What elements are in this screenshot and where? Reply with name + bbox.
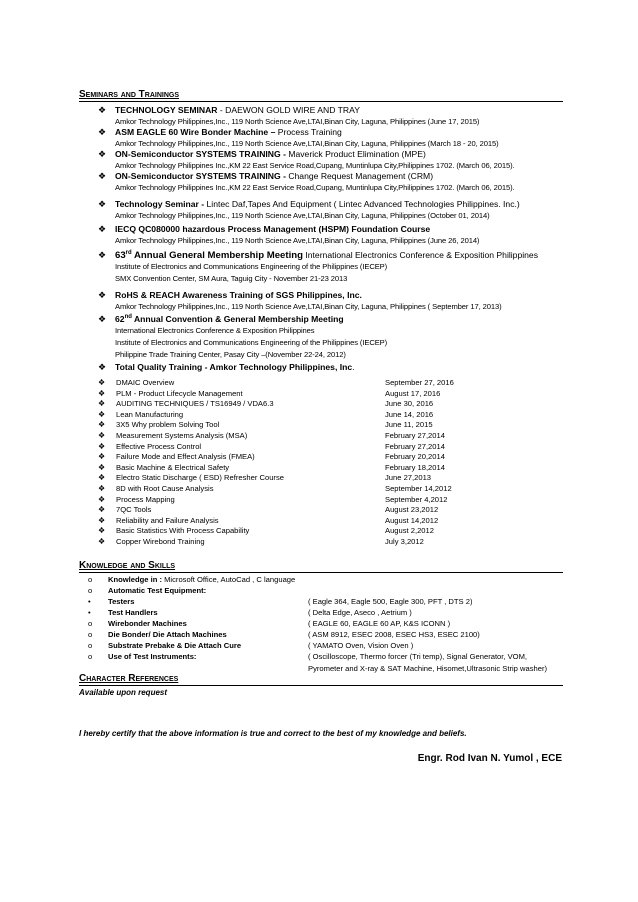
diamond-bullet-icon: ❖ (98, 127, 107, 137)
training-row (98, 442, 568, 452)
seminar-title (115, 127, 342, 137)
training-date: September 4,2012 (385, 494, 448, 504)
training-date: June 11, 2015 (385, 420, 433, 430)
seminar-detail-line: Institute of Electronics and Communications Engineering of the Philippines (IECEP) (115, 338, 388, 347)
training-row (98, 473, 568, 483)
seminar-item (98, 314, 568, 362)
diamond-bullet-icon: ❖ (98, 224, 107, 234)
seminar-detail-line: Amkor Technology Philippines Inc.,KM 22 East Service Road,Cupang, Muntinlupa City,Philippines 1702. (March 06, 2015). (115, 161, 515, 170)
diamond-bullet-icon: ❖ (98, 199, 107, 209)
dot-bullet-icon: • (88, 608, 91, 617)
seminar-detail-line: Amkor Technology Philippines,Inc., 119 North Science Ave,LTAI,Binan City, Laguna, Philippines (October 01, 2014) (115, 211, 490, 220)
diamond-bullet-icon: ❖ (98, 378, 106, 387)
diamond-bullet-icon: ❖ (98, 171, 107, 181)
diamond-bullet-icon: ❖ (98, 314, 107, 324)
skill-value: ( EAGLE 60, EAGLE 60 AP, K&S ICONN ) (308, 619, 451, 628)
training-name: 8D with Root Cause Analysis (116, 484, 214, 493)
training-date: August 17, 2016 (385, 388, 441, 398)
training-date: August 23,2012 (385, 505, 439, 515)
circle-bullet-icon: o (88, 652, 93, 661)
training-row (98, 410, 568, 420)
training-row (98, 505, 568, 515)
skill-row (88, 608, 568, 619)
diamond-bullet-icon: ❖ (98, 290, 107, 300)
diamond-bullet-icon: ❖ (98, 399, 106, 409)
seminar-item (98, 199, 568, 223)
seminar-title-detail: Change Request Management (CRM) (285, 171, 434, 181)
section-divider (79, 572, 563, 573)
training-date: September 27, 2016 (385, 378, 454, 387)
training-date: February 27,2014 (385, 431, 445, 440)
seminar-title-detail: Lintec Daf,Tapes And Equipment ( Lintec Advanced Technologies Philippines. Inc.) (204, 199, 520, 209)
diamond-bullet-icon: ❖ (98, 505, 106, 515)
training-name: AUDITING TECHNIQUES / TS16949 / VDA6.3 (116, 399, 274, 409)
diamond-bullet-icon: ❖ (98, 484, 106, 493)
skill-row (88, 641, 568, 652)
seminar-title (115, 290, 362, 300)
training-name: Failure Mode and Effect Analysis (FMEA) (116, 452, 255, 462)
seminar-title-bold: Technology Seminar - (115, 199, 205, 209)
training-name: Copper Wirebond Training (116, 537, 205, 546)
section-divider (79, 685, 563, 686)
seminar-title-bold: 63rd Annual General Membership Meeting (115, 250, 303, 262)
skill-label: Knowledge in : Microsoft Office, AutoCad , C language (108, 575, 296, 584)
seminar-title-bold: ON-Semiconductor SYSTEMS TRAINING - (115, 149, 286, 159)
skill-value: ( Delta Edge, Aseco , Aetrium ) (308, 608, 412, 617)
skill-row (88, 575, 568, 586)
seminar-title-bold: 62nd Annual Convention & General Membership Meeting (115, 314, 344, 324)
skill-label: Wirebonder Machines (108, 619, 187, 628)
diamond-bullet-icon: ❖ (98, 420, 106, 430)
seminar-detail-line: Amkor Technology Philippines,Inc., 119 North Science Ave,LTAI,Binan City, Laguna, Philippines (June 17, 2015) (115, 117, 480, 126)
section-title-knowledge: Knowledge and Skills (79, 560, 176, 571)
diamond-bullet-icon: ❖ (98, 149, 107, 159)
seminar-title-detail: Process Training (275, 127, 342, 137)
seminar-title-bold: ASM EAGLE 60 Wire Bonder Machine – (115, 127, 276, 137)
skill-value: ( Eagle 364, Eagle 500, Eagle 300, PFT , DTS 2) (308, 597, 473, 606)
training-row (98, 378, 568, 388)
skill-label: Substrate Prebake & Die Attach Cure (108, 641, 242, 650)
training-date: July 3,2012 (385, 537, 424, 546)
seminar-detail-line: Amkor Technology Philippines Inc.,KM 22 East Service Road,Cupang, Muntinlupa City,Philippines 1702. (March 06, 2015). (115, 183, 515, 192)
seminar-title-detail: Maverick Product Elimination (MPE) (285, 149, 426, 159)
skill-row (88, 652, 568, 673)
seminar-title-bold: IECQ QC080000 hazardous Process Management (HSPM) Foundation Course (115, 224, 431, 234)
seminar-title-bold: TECHNOLOGY SEMINAR (115, 105, 218, 115)
skill-label: Testers (108, 597, 135, 606)
skill-value: ( Oscilloscope, Thermo forcer (Tri temp), Signal Generator, VOM, (308, 652, 528, 661)
skill-row (88, 597, 568, 608)
section-title-references: Character References (79, 673, 179, 684)
seminar-title-bold: ON-Semiconductor SYSTEMS TRAINING - (115, 171, 286, 181)
training-row (98, 526, 568, 536)
diamond-bullet-icon: ❖ (98, 494, 106, 504)
seminar-item (98, 250, 568, 286)
seminar-title (115, 199, 520, 209)
circle-bullet-icon: o (88, 575, 93, 584)
circle-bullet-icon: o (88, 586, 93, 595)
seminar-title (115, 250, 538, 261)
seminar-title-detail: . (352, 362, 355, 372)
skill-value: ( ASM 8912, ESEC 2008, ESEC HS3, ESEC 2100) (308, 630, 480, 639)
skill-row (88, 619, 568, 630)
diamond-bullet-icon: ❖ (98, 105, 107, 115)
seminar-title-detail: - DAEWON GOLD WIRE AND TRAY (217, 105, 360, 115)
training-row (98, 431, 568, 441)
seminar-title (115, 314, 344, 324)
skill-label: Test Handlers (108, 608, 158, 617)
seminar-item (98, 105, 568, 129)
training-date: September 14,2012 (385, 484, 452, 493)
diamond-bullet-icon: ❖ (98, 462, 106, 472)
seminar-item (98, 290, 568, 314)
seminar-title-bold: Total Quality Training - Amkor Technology Philippines, Inc (115, 362, 353, 372)
training-date: August 14,2012 (385, 515, 439, 525)
training-row (98, 389, 568, 399)
diamond-bullet-icon: ❖ (98, 526, 106, 536)
training-name: Process Mapping (116, 494, 175, 504)
training-name: Electro Static Discharge ( ESD) Refresher Course (116, 473, 284, 483)
training-name: PLM - Product Lifecycle Management (116, 388, 243, 398)
seminar-title (115, 224, 430, 234)
dot-bullet-icon: • (88, 597, 91, 606)
training-name: Measurement Systems Analysis (MSA) (116, 431, 248, 440)
seminar-item (98, 149, 568, 173)
training-row (98, 452, 568, 462)
training-date: February 18,2014 (385, 462, 445, 472)
training-name: Lean Manufacturing (116, 409, 184, 419)
seminar-title (115, 362, 355, 372)
training-row (98, 463, 568, 473)
diamond-bullet-icon: ❖ (98, 362, 107, 372)
training-name: 3X5 Why problem Solving Tool (116, 420, 220, 430)
diamond-bullet-icon: ❖ (98, 431, 106, 440)
diamond-bullet-icon: ❖ (98, 388, 106, 398)
seminar-title (115, 171, 433, 181)
seminar-detail-line: Institute of Electronics and Communications Engineering of the Philippines (IECEP) (115, 262, 388, 271)
training-row (98, 516, 568, 526)
seminar-item (98, 224, 568, 248)
circle-bullet-icon: o (88, 641, 93, 650)
training-name: 7QC Tools (116, 505, 152, 515)
signature-name: Engr. Rod Ivan N. Yumol , ECE (417, 753, 562, 764)
seminar-detail-line: Philippine Trade Training Center, Pasay City –(November 22-24, 2012) (115, 350, 346, 359)
certification-statement: I hereby certify that the above information is true and correct to the best of my knowledge and beliefs. (79, 729, 467, 738)
diamond-bullet-icon: ❖ (98, 515, 106, 525)
training-row (98, 537, 568, 547)
seminar-item (98, 171, 568, 195)
skill-row (88, 586, 568, 597)
training-name: Basic Statistics With Process Capability (116, 526, 250, 536)
section-divider (79, 101, 563, 102)
skill-label: Die Bonder/ Die Attach Machines (108, 630, 227, 639)
seminar-detail-line: Amkor Technology Philippines,Inc., 119 North Science Ave,LTAI,Binan City, Laguna, Philippines (June 26, 2014) (115, 236, 480, 245)
seminar-item (98, 362, 568, 374)
section-title-seminars: Seminars and Trainings (79, 89, 180, 100)
training-row (98, 420, 568, 430)
training-row (98, 495, 568, 505)
circle-bullet-icon: o (88, 619, 93, 628)
training-date: June 14, 2016 (385, 409, 434, 419)
skill-value-continued: Pyrometer and X-ray & SAT Machine, Hisomet,Ultrasonic Strip washer) (308, 664, 548, 673)
training-name: Reliability and Failure Analysis (116, 515, 219, 525)
training-row (98, 484, 568, 494)
training-date: February 27,2014 (385, 441, 445, 451)
training-row (98, 399, 568, 409)
diamond-bullet-icon: ❖ (98, 452, 106, 462)
seminar-title-detail: International Electronics Conference & Exposition Philippines (302, 250, 538, 261)
seminar-title (115, 105, 360, 115)
seminar-title (115, 149, 426, 159)
seminar-detail-line: SMX Convention Center, SM Aura, Taguig City - November 21-23 2013 (115, 274, 348, 283)
circle-bullet-icon: o (88, 630, 93, 639)
training-date: August 2,2012 (385, 526, 434, 536)
seminar-title-bold: RoHS & REACH Awareness Training of SGS Philippines, Inc. (115, 290, 362, 300)
skill-label: Use of Test Instruments: (108, 652, 197, 661)
seminar-item (98, 127, 568, 151)
diamond-bullet-icon: ❖ (98, 473, 106, 483)
seminar-detail-line: Amkor Technology Philippines,Inc., 119 North Science Ave,LTAI,Binan City, Laguna, Philippines ( September 17, 2013) (115, 302, 502, 311)
training-date: February 20,2014 (385, 452, 445, 462)
seminar-detail-line: Amkor Technology Philippines,Inc., 119 North Science Ave,LTAI,Binan City, Laguna, Philippines (March 18 - 20, 2015) (115, 139, 499, 148)
diamond-bullet-icon: ❖ (98, 537, 106, 546)
training-date: June 27,2013 (385, 473, 432, 483)
seminar-detail-line: International Electronics Conference & Exposition Philippines (115, 326, 315, 335)
skill-inline-value: Microsoft Office, AutoCad , C language (162, 575, 296, 584)
diamond-bullet-icon: ❖ (98, 441, 106, 451)
references-text: Available upon request (79, 688, 168, 697)
training-name: Effective Process Control (116, 441, 202, 451)
training-date: June 30, 2016 (385, 399, 434, 409)
diamond-bullet-icon: ❖ (98, 409, 106, 419)
training-name: DMAIC Overview (116, 378, 175, 387)
skill-row (88, 630, 568, 641)
skill-value: ( YAMATO Oven, Vision Oven ) (308, 641, 414, 650)
skill-label: Automatic Test Equipment: (108, 586, 207, 595)
diamond-bullet-icon: ❖ (98, 250, 107, 260)
training-name: Basic Machine & Electrical Safety (116, 462, 230, 472)
